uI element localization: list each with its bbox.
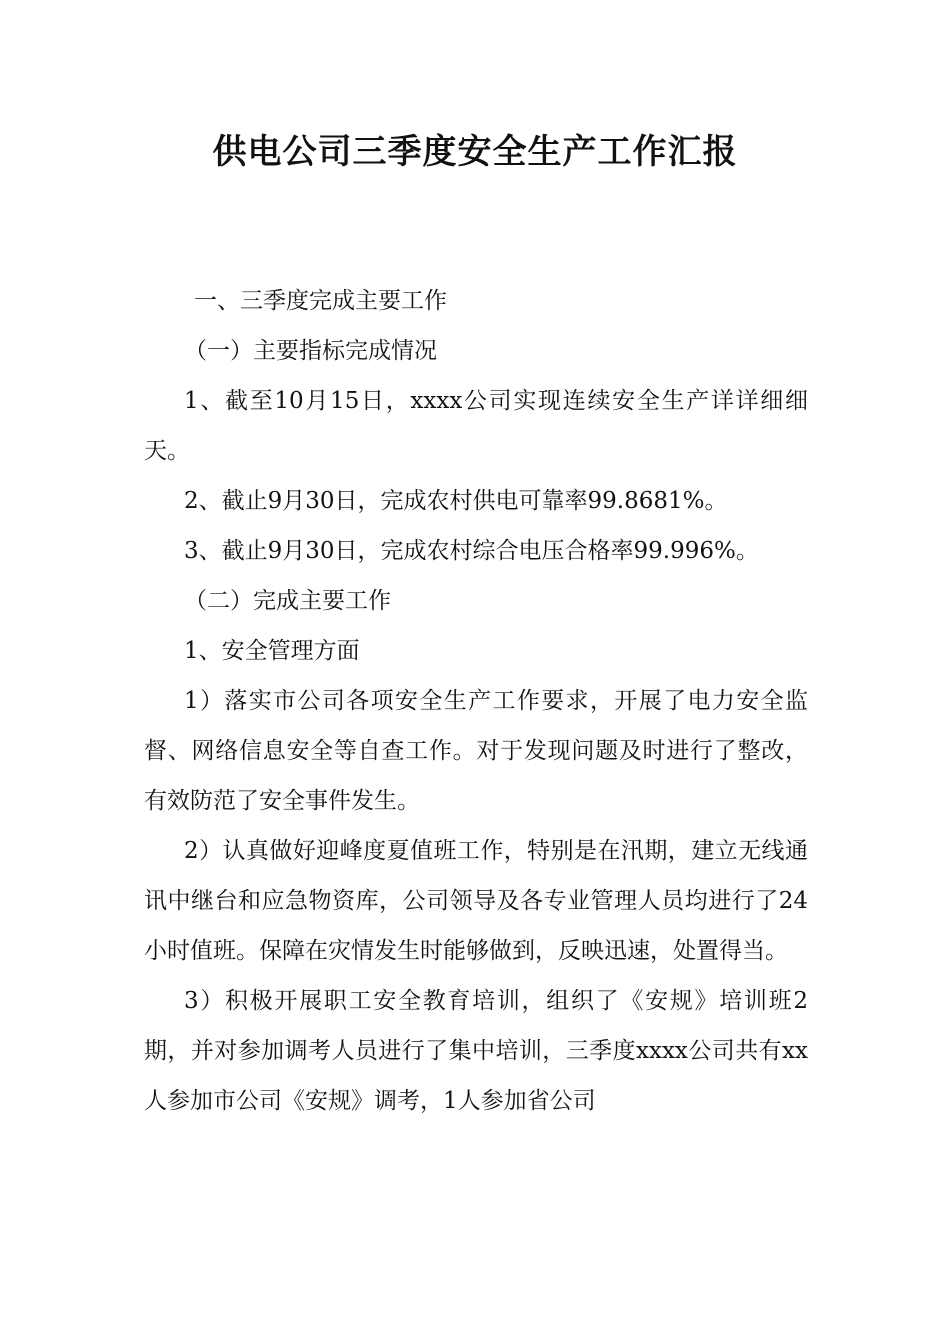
- paragraph: 1）落实市公司各项安全生产工作要求，开展了电力安全监督、网络信息安全等自查工作。对于发现问题及时进行了整改，有效防范了安全事件发生。: [144, 688, 808, 814]
- paragraph: 1、安全管理方面: [184, 638, 360, 664]
- subsection-heading: （一）主要指标完成情况: [184, 338, 437, 364]
- subsection-heading: （二）完成主要工作: [184, 588, 391, 614]
- paragraph: 2）认真做好迎峰度夏值班工作，特别是在汛期，建立无线通讯中继台和应急物资库，公司领导及各专业管理人员均进行了24小时值班。保障在灾情发生时能够做到，反映迅速，处置得当。: [144, 838, 808, 964]
- paragraph: 1、截至10月15日，xxxx公司实现连续安全生产详详细细天。: [144, 388, 808, 464]
- document-title: 供电公司三季度安全生产工作汇报: [212, 132, 738, 172]
- document-body: [144, 276, 808, 1126]
- paragraph: 3）积极开展职工安全教育培训，组织了《安规》培训班2期，并对参加调考人员进行了集中培训，三季度xxxx公司共有xx人参加市公司《安规》调考，1人参加省公司: [144, 988, 808, 1114]
- paragraph: 2、截止9月30日，完成农村供电可靠率99.8681%。: [184, 488, 728, 514]
- section-heading: 一、三季度完成主要工作: [194, 288, 447, 314]
- paragraph: 3、截止9月30日，完成农村综合电压合格率99.996%。: [184, 538, 759, 564]
